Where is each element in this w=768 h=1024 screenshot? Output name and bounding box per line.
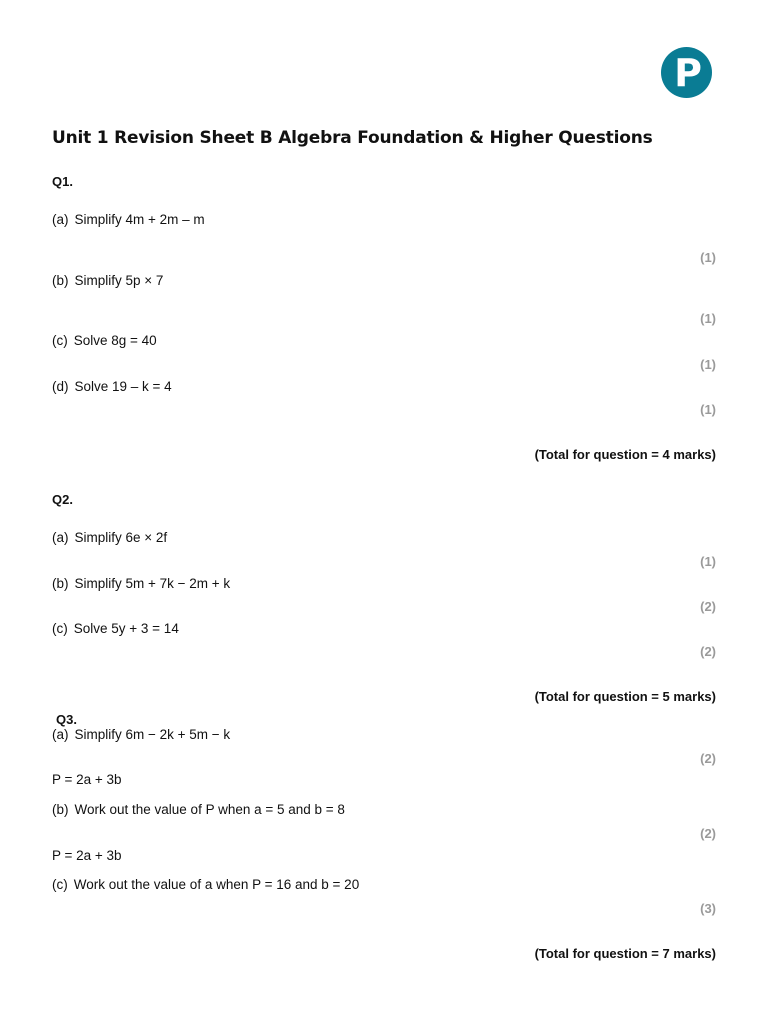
q3c-line [52,877,359,892]
q1c-text: Solve 8g = 40 [73,333,157,348]
q2a-prefix: (a) [52,530,69,545]
q1a-text: Simplify 4m + 2m – m [74,212,205,227]
q2c-text: Solve 5y + 3 = 14 [73,621,179,636]
q2c-line [52,621,179,636]
q3a-mark: (2) [700,751,716,766]
q1c-mark: (1) [700,357,716,372]
pearson-logo-letter: P [674,51,702,95]
q3b-prefix: (b) [52,802,69,817]
q3-label: Q3. [56,712,77,727]
q2b-text: Simplify 5m + 7k − 2m + k [74,576,231,591]
q3-formula-1: P = 2a + 3b [52,772,122,787]
q3c-prefix: (c) [52,877,68,892]
q1d-text: Solve 19 – k = 4 [74,379,172,394]
q1b-line [52,273,163,288]
q2c-prefix: (c) [52,621,68,636]
q1a-prefix: (a) [52,212,69,227]
pearson-logo [661,47,712,98]
q3a-prefix: (a) [52,727,69,742]
q1c-line [52,333,157,348]
q3b-line [52,802,345,817]
q1a-line [52,212,205,227]
q1d-prefix: (d) [52,379,69,394]
page-title: Unit 1 Revision Sheet B Algebra Foundation & Higher Questions [52,128,653,148]
q2c-mark: (2) [700,644,716,659]
q2a-line [52,530,167,545]
q1d-mark: (1) [700,402,716,417]
q3c-text: Work out the value of a when P = 16 and b = 20 [73,877,360,892]
q2-label: Q2. [52,492,73,507]
q2b-line [52,576,230,591]
q2-total: (Total for question = 5 marks) [534,689,716,704]
q3-formula-2: P = 2a + 3b [52,848,122,863]
q2b-mark: (2) [700,599,716,614]
q3a-text: Simplify 6m − 2k + 5m − k [74,727,231,742]
q2a-text: Simplify 6e × 2f [74,530,168,545]
q3-total: (Total for question = 7 marks) [534,946,716,961]
q1-label: Q1. [52,174,73,189]
q1c-prefix: (c) [52,333,68,348]
q3b-mark: (2) [700,826,716,841]
q3b-text: Work out the value of P when a = 5 and b = 8 [74,802,345,817]
q1b-mark: (1) [700,311,716,326]
q1d-line [52,379,172,394]
q2a-mark: (1) [700,554,716,569]
q2b-prefix: (b) [52,576,69,591]
q1-total: (Total for question = 4 marks) [534,447,716,462]
q1b-prefix: (b) [52,273,69,288]
q3c-mark: (3) [700,901,716,916]
q1a-mark: (1) [700,250,716,265]
q3a-line [52,727,230,742]
q1b-text: Simplify 5p × 7 [74,273,164,288]
